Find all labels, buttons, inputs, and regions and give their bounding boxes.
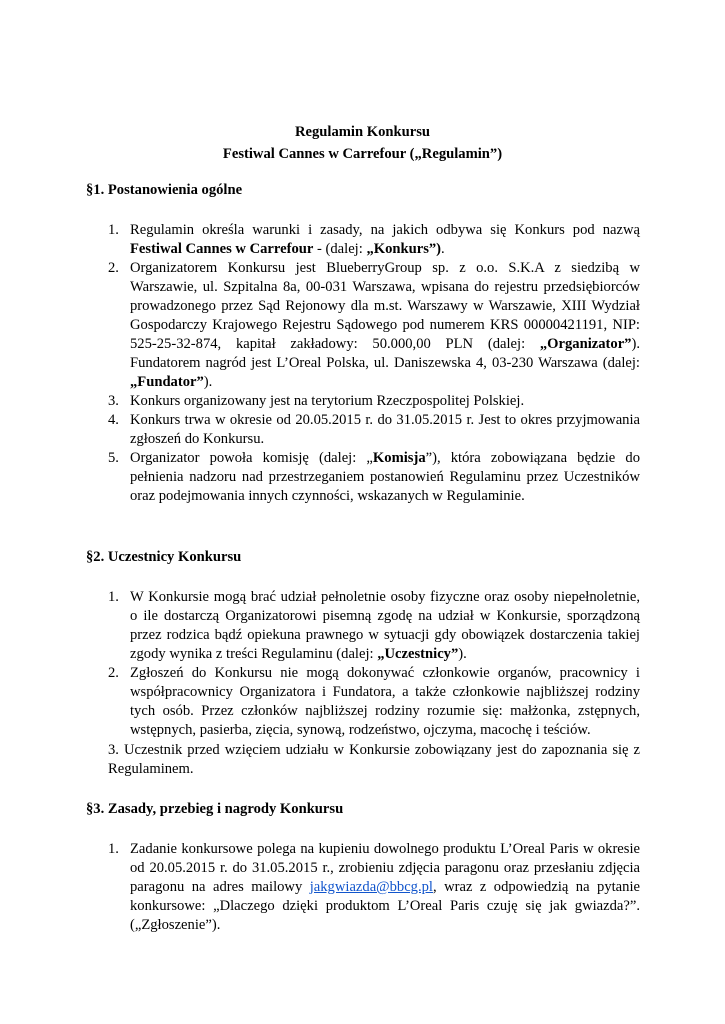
item-text: Organizatorem Konkursu jest BlueberryGroup sp. z o.o. S.K.A z siedzibą w Warszawie, ul. Szpitalna 8a, 00-031 Warszawa, wpisana do rejestru przedsiębiorców prowadzonego przez Sąd Rejonowy dla m.st. Warszawy w Warszawie, XIII Wydział Gospodarczy Krajowego Rejestru Sądowego pod numerem KRS 00000421191, NIP: 525-25-32-874, kapitał zakładowy: 50.000,00 PLN (dalej:	[130, 260, 640, 352]
item-number: 1.	[108, 589, 119, 605]
item-number: 1.	[108, 841, 119, 857]
item-number: 2.	[108, 260, 119, 276]
section-2-list	[86, 588, 640, 740]
item-bold: „Organizator”	[539, 336, 632, 352]
item-number: 3.	[108, 393, 119, 409]
item-text: ). Fundatorem nagród jest L’Oreal Polska, ul. Daniszewska 4, 03-230 Warszawa (dalej:	[130, 336, 640, 371]
item-text: Regulamin określa warunki i zasady, na jakich odbywa się Konkurs pod nazwą	[130, 222, 640, 238]
list-item	[86, 840, 640, 935]
item-number: 1.	[108, 222, 119, 238]
item-text: Organizator powoła komisję (dalej: „	[130, 450, 373, 466]
item-number: 4.	[108, 412, 119, 428]
item-text: ).	[458, 646, 467, 662]
item-text: .	[441, 241, 445, 257]
paragraph-text: 3. Uczestnik przed wzięciem udziału w Konkursie zobowiązany jest do zapoznania się z Regulaminem.	[108, 742, 640, 777]
section-2-heading: §2. Uczestnicy Konkursu	[86, 549, 242, 565]
item-text: Zgłoszeń do Konkursu nie mogą dokonywać członkowie organów, pracownicy i współpracownicy Organizatora i Fundatora, a także członkowie najbliższej rodziny tych osób. Przez członków najbliższej rodziny rozumie się: małżonka, zstępnych, wstępnych, pasierba, zięcia, synową, rodzeństwo, ojczyma, macochę i teściów.	[130, 665, 640, 738]
item-text: ).	[203, 374, 213, 390]
list-item	[86, 449, 640, 506]
section-1-list	[86, 221, 640, 506]
item-text: , wraz z odpowiedzią na pytanie konkursowe: „Dlaczego dzięki produktom L’Oreal Paris czuję się jak gwiazda?”.(„Zgłoszenie”).	[130, 879, 640, 933]
document-subtitle: Festiwal Cannes w Carrefour („Regulamin”)	[222, 146, 503, 162]
item-bold: Festiwal Cannes w Carrefour	[130, 241, 314, 257]
item-number: 2.	[108, 665, 119, 681]
section-3-heading: §3. Zasady, przebieg i nagrody Konkursu	[86, 801, 344, 817]
list-item	[86, 392, 640, 411]
list-item	[86, 411, 640, 449]
item-bold: „Uczestnicy”	[377, 646, 459, 662]
section-2-paragraph-3	[86, 741, 640, 779]
item-text: - (dalej:	[313, 241, 367, 257]
list-item	[86, 221, 640, 259]
email-link[interactable]: jakgwiazda@bbcg.pl	[309, 879, 433, 895]
list-item	[86, 588, 640, 664]
item-bold: Komisja	[372, 450, 426, 466]
list-item	[86, 664, 640, 740]
item-number: 5.	[108, 450, 119, 466]
item-text: Konkurs organizowany jest na terytorium Rzeczpospolitej Polskiej.	[130, 393, 525, 409]
item-bold: „Konkurs”)	[366, 241, 442, 257]
item-text: Zadanie konkursowe polega na kupieniu dowolnego produktu L’Oreal Paris w okresie od 20.05.2015 r. do 31.05.2015 r., zrobieniu zdjęcia paragonu oraz przesłaniu zdjęcia paragonu na adres mailowy	[130, 841, 640, 895]
list-item	[86, 259, 640, 392]
item-text: ”), która zobowiązana będzie do pełnienia nadzoru nad przestrzeganiem postanowień Regulaminu przez Uczestników oraz podejmowania innych czynności, wskazanych w Regulaminie.	[130, 450, 640, 504]
item-bold: „Fundator”	[130, 374, 204, 390]
document-title: Regulamin Konkursu	[294, 124, 431, 140]
section-1-heading: §1. Postanowienia ogólne	[86, 182, 243, 198]
section-3-list	[86, 840, 640, 935]
item-text: W Konkursie mogą brać udział pełnoletnie osoby fizyczne oraz osoby niepełnoletnie, o ile dostarczą Organizatorowi pisemną zgodę na udział w Konkursie, sporządzoną przez rodzica bądź opiekuna prawnego w sytuacji gdy obowiązek dostarczenia takiej zgody wynika z treści Regulaminu (dalej:	[130, 589, 640, 662]
item-text: Konkurs trwa w okresie od 20.05.2015 r. do 31.05.2015 r. Jest to okres przyjmowania zgłoszeń do Konkursu.	[130, 412, 640, 447]
